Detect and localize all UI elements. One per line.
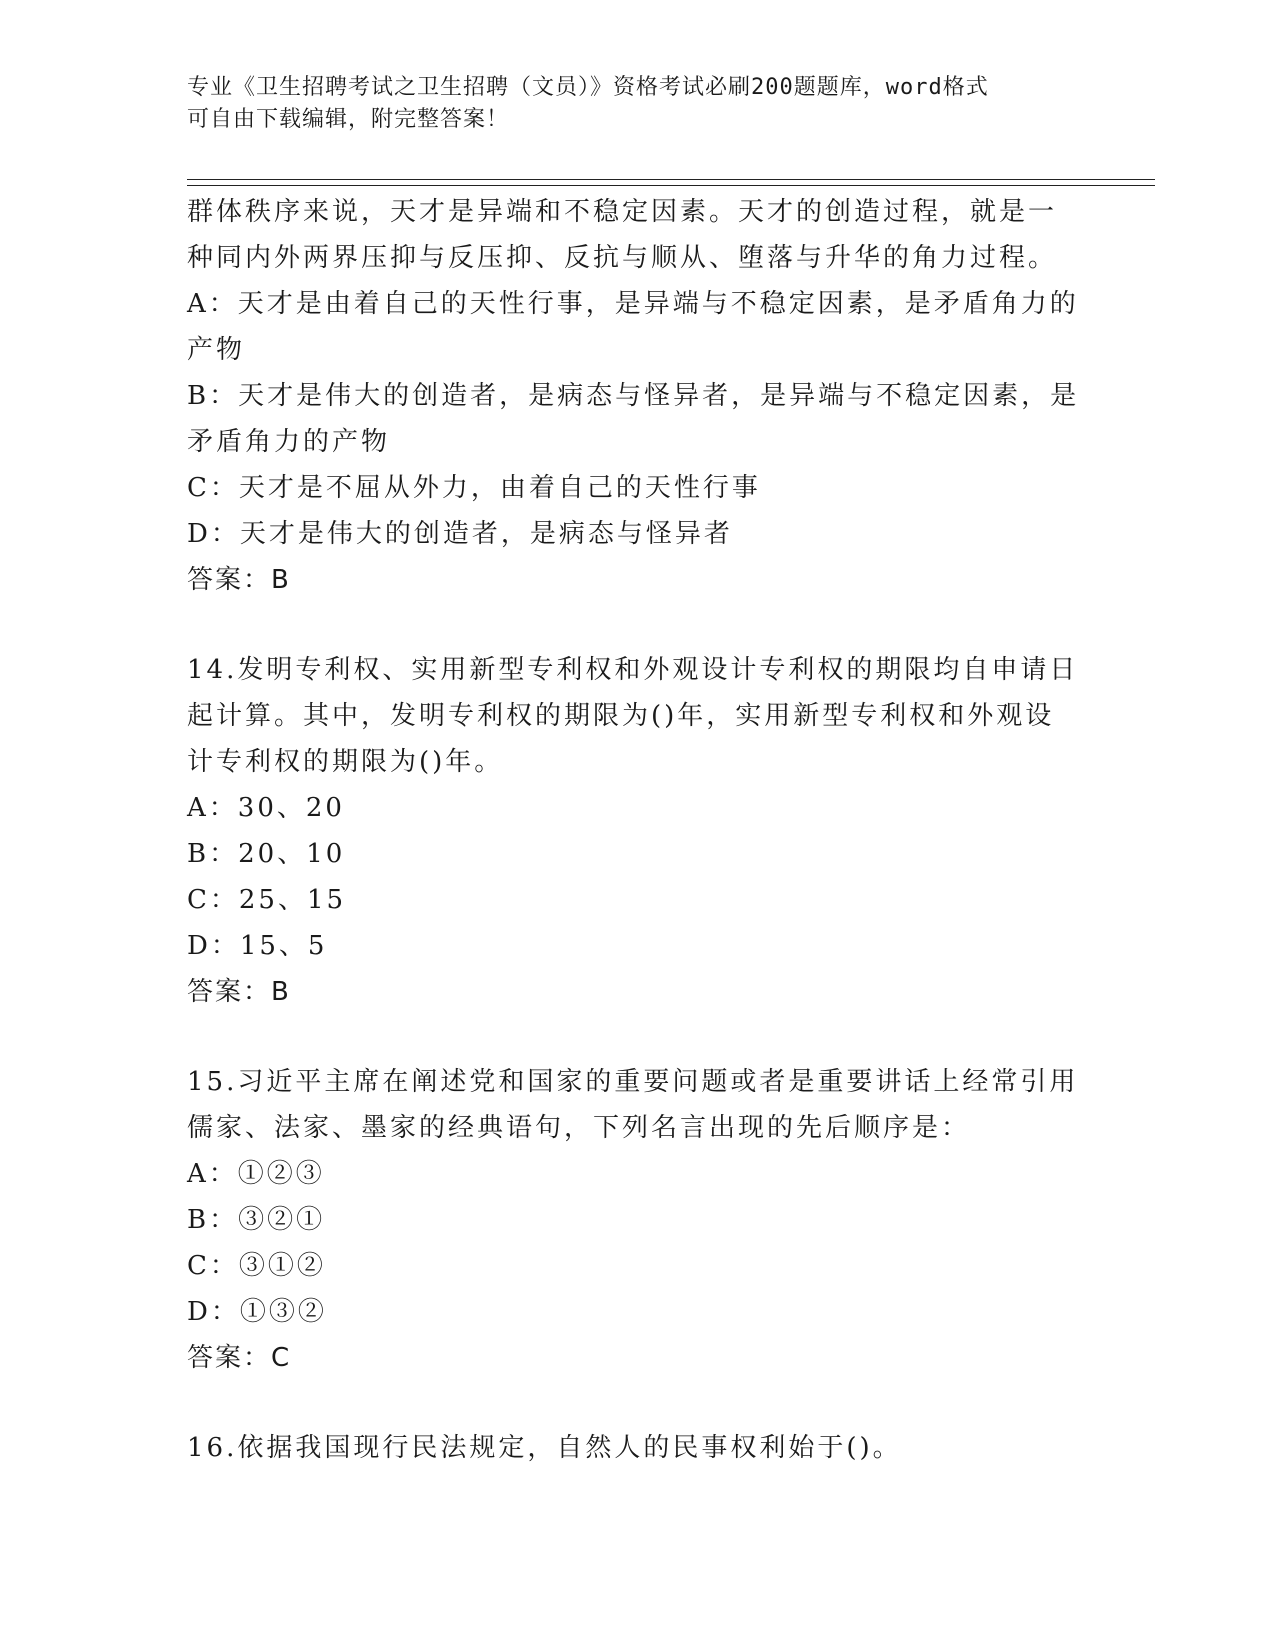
answer: 答案：B [187,977,291,1007]
document-body [187,189,1087,1471]
option-b-line: 矛盾角力的产物 [187,427,391,457]
header-line-1: 专业《卫生招聘考试之卫生招聘（文员）》资格考试必刷200题题库，word格式 [187,75,989,100]
question-stem-line: 儒家、法家、墨家的经典语句，下列名言出现的先后顺序是： [187,1113,971,1143]
answer: 答案：B [187,565,291,595]
question-stem-line: 起计算。其中，发明专利权的期限为()年，实用新型专利权和外观设 [187,701,1055,731]
option-a-line: A：天才是由着自己的天性行事，是异端与不稳定因素，是矛盾角力的 [187,289,1079,319]
option-d: D：①③② [187,1297,327,1327]
option-b-line: B：天才是伟大的创造者，是病态与怪异者，是异端与不稳定因素，是 [187,381,1080,411]
option-a: A：30、20 [187,793,345,823]
option-b: B：20、10 [187,839,346,869]
header-divider-top [187,179,1155,180]
document-header [187,72,1067,136]
question-13 [187,189,1087,603]
question-stem-line: 15.习近平主席在阐述党和国家的重要问题或者是重要讲话上经常引用 [187,1067,1079,1097]
option-a-line: 产物 [187,335,246,365]
question-stem-line: 种同内外两界压抑与反压抑、反抗与顺从、堕落与升华的角力过程。 [187,243,1058,273]
question-stem-line: 16.依据我国现行民法规定，自然人的民事权利始于()。 [187,1433,902,1463]
option-b: B：③②① [187,1205,326,1235]
question-spacer [187,1015,1087,1059]
answer: 答案：C [187,1343,292,1373]
question-stem-line: 群体秩序来说，天才是异端和不稳定因素。天才的创造过程，就是一 [187,197,1058,227]
question-spacer [187,603,1087,647]
question-stem-line: 计专利权的期限为()年。 [187,747,504,777]
option-d: D：15、5 [187,931,328,961]
header-line-2: 可自由下载编辑，附完整答案！ [187,107,510,132]
header-divider-bottom [187,185,1155,186]
option-c: C：③①② [187,1251,326,1281]
option-a: A：①②③ [187,1159,325,1189]
question-stem-line: 14.发明专利权、实用新型专利权和外观设计专利权的期限均自申请日 [187,655,1079,685]
question-16 [187,1425,1087,1471]
question-15 [187,1059,1087,1381]
question-spacer [187,1381,1087,1425]
question-14 [187,647,1087,1015]
option-c: C：25、15 [187,885,347,915]
option-c: C：天才是不屈从外力，由着自己的天性行事 [187,473,761,503]
option-d: D：天才是伟大的创造者，是病态与怪异者 [187,519,733,549]
